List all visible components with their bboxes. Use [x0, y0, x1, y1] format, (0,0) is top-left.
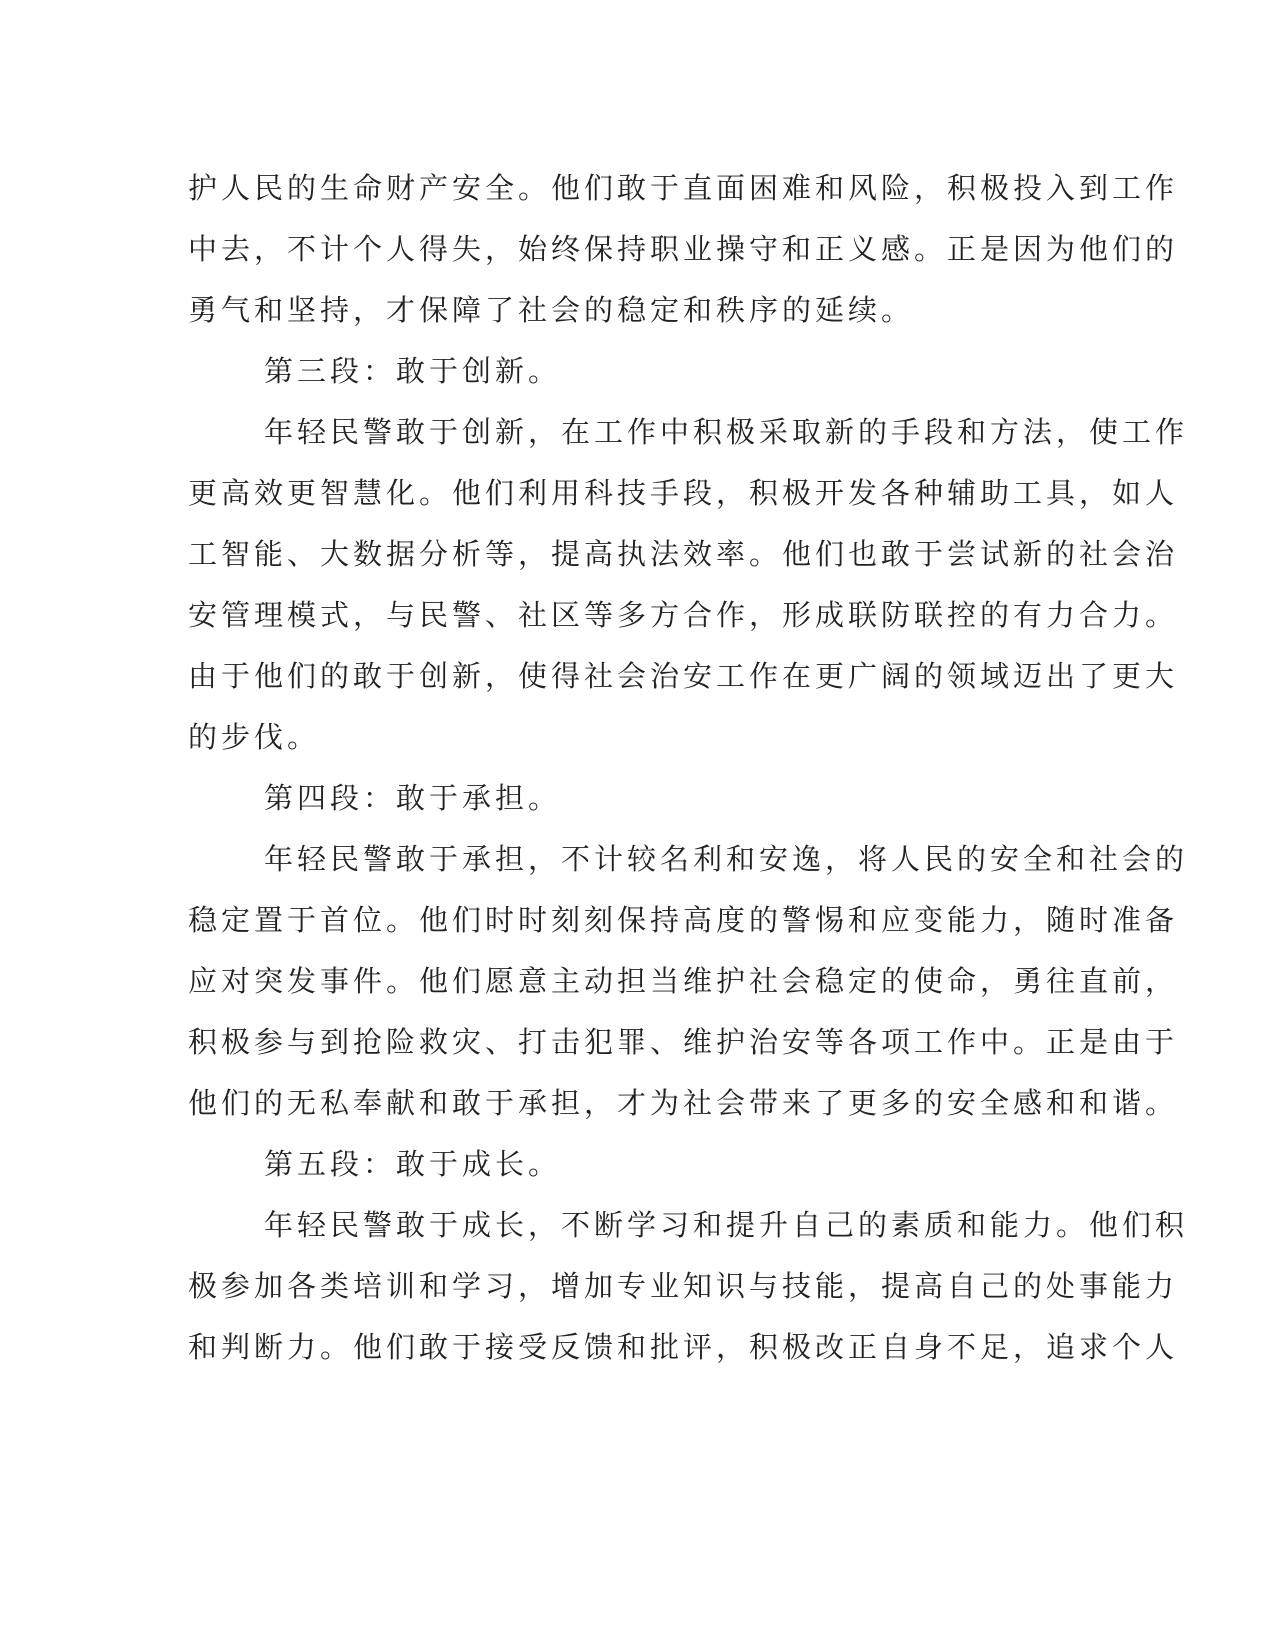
body-line: 和判断力。他们敢于接受反馈和批评，积极改正自身不足，追求个人 — [188, 1330, 1179, 1364]
body-line: 年轻民警敢于承担，不计较名利和安逸，将人民的安全和社会的 — [264, 842, 1189, 876]
body-line: 应对突发事件。他们愿意主动担当维护社会稳定的使命，勇往直前， — [188, 964, 1179, 998]
body-line: 年轻民警敢于成长，不断学习和提升自己的素质和能力。他们积 — [264, 1208, 1189, 1242]
body-line: 更高效更智慧化。他们利用科技手段，积极开发各种辅助工具，如人 — [188, 476, 1179, 510]
body-line: 年轻民警敢于创新，在工作中积极采取新的手段和方法，使工作 — [264, 415, 1189, 449]
body-line: 由于他们的敢于创新，使得社会治安工作在更广阔的领域迈出了更大 — [188, 659, 1179, 693]
body-line: 的步伐。 — [188, 720, 321, 754]
document-body — [188, 158, 1189, 1378]
body-line: 安管理模式，与民警、社区等多方合作，形成联防联控的有力合力。 — [188, 598, 1179, 632]
body-line: 极参加各类培训和学习，增加专业知识与技能，提高自己的处事能力 — [188, 1269, 1179, 1303]
body-line: 他们的无私奉献和敢于承担，才为社会带来了更多的安全感和和谐。 — [188, 1086, 1179, 1120]
body-line: 中去，不计个人得失，始终保持职业操守和正义感。正是因为他们的 — [188, 232, 1179, 266]
section-heading-4: 第四段：敢于承担。 — [264, 781, 562, 815]
body-line: 护人民的生命财产安全。他们敢于直面困难和风险，积极投入到工作 — [188, 171, 1179, 205]
section-heading-3: 第三段：敢于创新。 — [264, 354, 562, 388]
body-line: 工智能、大数据分析等，提高执法效率。他们也敢于尝试新的社会治 — [188, 537, 1179, 571]
body-line: 勇气和坚持，才保障了社会的稳定和秩序的延续。 — [188, 293, 915, 327]
section-heading-5: 第五段：敢于成长。 — [264, 1147, 562, 1181]
body-line: 稳定置于首位。他们时时刻刻保持高度的警惕和应变能力，随时准备 — [188, 903, 1179, 937]
body-line: 积极参与到抢险救灾、打击犯罪、维护治安等各项工作中。正是由于 — [188, 1025, 1179, 1059]
